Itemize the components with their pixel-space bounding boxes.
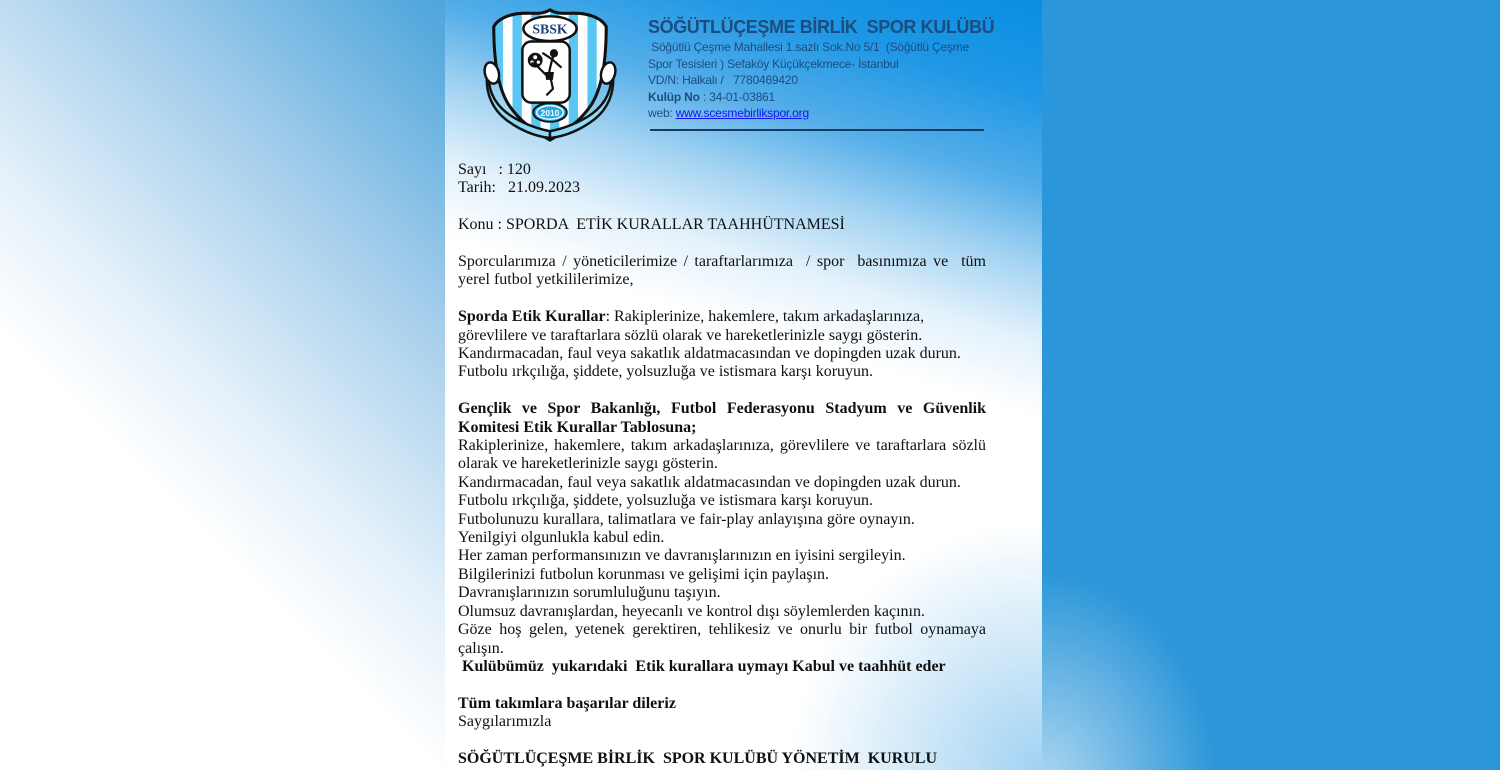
body-line: Futbolunuzu kurallara, talimatlara ve fair-play anlayışına göre oynayın. bbox=[458, 510, 915, 528]
body-blank-line bbox=[458, 676, 986, 694]
body-line: Kulübümüz yukarıdaki Etik kurallara uymayı Kabul ve taahhüt eder bbox=[458, 657, 946, 675]
body-blank-line bbox=[458, 290, 986, 308]
club-name: SÖĞÜTLÜÇEŞME BİRLİK SPOR KULÜBÜ bbox=[648, 17, 995, 37]
body-line: Kandırmacadan, faul veya sakatlık aldatmacasından ve dopingden uzak durun. bbox=[458, 473, 961, 491]
body-line: Futbolu ırkçılığa, şiddete, yolsuzluğa ve istismara karşı koruyun. bbox=[458, 492, 874, 510]
body-line: Tüm takımlara başarılar dileriz bbox=[458, 694, 676, 712]
body-line: Saygılarımızla bbox=[458, 713, 552, 731]
body-line: Komitesi Etik Kurallar Tablosuna; bbox=[458, 418, 697, 436]
body-line: Bilgilerinizi futbolun korunması ve gelişimi için paylaşın. bbox=[458, 565, 830, 583]
club-address-line-1: Söğütlü Çeşme Mahallesi 1.sazlı Sok.No 5/1 (Söğütlü Çeşme bbox=[648, 40, 970, 54]
web-label: web: bbox=[648, 106, 676, 120]
background-right-gradient bbox=[1042, 0, 1500, 770]
logo-initials-text: SBSK bbox=[532, 21, 568, 37]
body-line: olarak ve hareketlerinizle saygı gösterin. bbox=[458, 455, 718, 473]
letterhead bbox=[648, 16, 1000, 122]
club-logo bbox=[482, 4, 618, 144]
year-badge bbox=[533, 103, 567, 122]
body-line: Tarih: 21.09.2023 bbox=[458, 179, 580, 197]
club-number-label: Kulüp No bbox=[648, 89, 703, 104]
club-website-link[interactable]: www.scesmebirlikspor.org bbox=[675, 106, 809, 120]
body-line: Sporda Etik Kurallar: Rakiplerinize, hakemlere, takım arkadaşlarınıza, bbox=[458, 308, 925, 326]
logo-year-text: 2010 bbox=[540, 107, 560, 118]
body-line: Sporcularımıza / yöneticilerimize / taraftarlarımıza / spor basınımıza ve tüm bbox=[458, 253, 986, 270]
header-divider bbox=[650, 129, 984, 131]
body-line: Futbolu ırkçılığa, şiddete, yolsuzluğa ve istismara karşı koruyun. bbox=[458, 363, 874, 381]
body-line: Konu : SPORDA ETİK KURALLAR TAAHHÜTNAMESİ bbox=[458, 216, 845, 234]
body-line: Davranışlarınızın sorumluluğunu taşıyın. bbox=[458, 584, 721, 602]
background-left-gradient bbox=[0, 0, 445, 770]
body-blank-line bbox=[458, 382, 986, 400]
letter-body bbox=[458, 161, 986, 768]
body-blank-line bbox=[458, 732, 986, 750]
body-line: yerel futbol yetkililerimize, bbox=[458, 271, 634, 289]
body-line: çalışın. bbox=[458, 639, 504, 657]
body-line: Göze hoş gelen, yetenek gerektiren, tehlikesiz ve onurlu bir futbol oynamaya bbox=[458, 621, 986, 639]
body-line: görevlilere ve taraftarlara sözlü olarak ve hareketlerinizle saygı gösterin. bbox=[458, 326, 923, 344]
sbsk-banner bbox=[523, 16, 576, 41]
body-blank-line bbox=[458, 198, 986, 216]
letter-document bbox=[445, 0, 1042, 770]
club-number-line bbox=[648, 89, 1000, 106]
body-blank-line bbox=[458, 235, 986, 253]
club-tax-line: VD/N: Halkalı / 7780469420 bbox=[648, 73, 798, 87]
body-line: Her zaman performansınızın ve davranışlarınızın en iyisini sergileyin. bbox=[458, 547, 906, 565]
body-line: Olumsuz davranışlardan, heyecanlı ve kontrol dışı söylemlerden kaçının. bbox=[458, 602, 925, 620]
body-line: SÖĞÜTLÜÇEŞME BİRLİK SPOR KULÜBÜ YÖNETİM KURULU bbox=[458, 749, 938, 767]
body-line: Gençlik ve Spor Bakanlığı, Futbol Federasyonu Stadyum ve Güvenlik bbox=[458, 400, 986, 418]
club-number-value: : 34-01-03861 bbox=[702, 89, 775, 104]
player-panel bbox=[522, 41, 569, 102]
club-web-line bbox=[648, 105, 1000, 122]
body-line: Sayı : 120 bbox=[458, 161, 531, 178]
body-line: Kandırmacadan, faul veya sakatlık aldatmacasından ve dopingden uzak durun. bbox=[458, 345, 961, 363]
body-line: Yenilgiyi olgunlukla kabul edin. bbox=[458, 529, 665, 547]
club-address-line-2: Spor Tesisleri ) Sefaköy Küçükçekmece- İstanbul bbox=[648, 56, 899, 71]
body-line: Rakiplerinize, hakemlere, takım arkadaşlarınıza, görevlilere ve taraftarlara sözlü bbox=[458, 437, 986, 455]
